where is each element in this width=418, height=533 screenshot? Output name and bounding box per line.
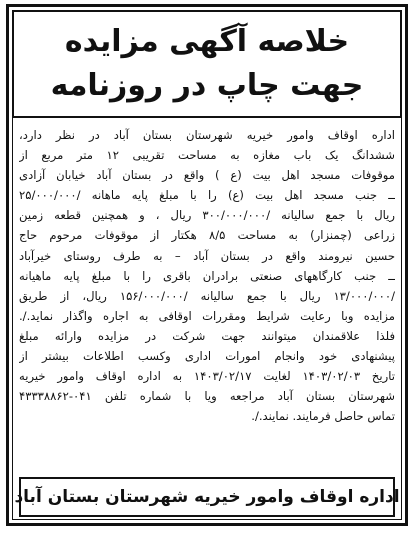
body-line: ــ جنب کارگاههای صنعتی برادران باقری را با مبلغ پایه ماهیانه	[19, 268, 395, 283]
body-line: تماس حاصل فرمایند. نمایند./.	[251, 409, 395, 424]
body-line: ششدانگ یک باب مغازه به مساحت تقریبی ۱۲ متر مربع از	[19, 148, 395, 163]
body-line: فلذا علاقمندان میتوانند جهت شرکت در مزایده وارائه مبلغ	[19, 328, 395, 343]
body-line: پیشنهادی خود وانجام امورات اداری وکسب اطلاعات بیشتر از	[19, 349, 395, 364]
title-line-2: جهت چاپ در روزنامه	[50, 68, 364, 103]
notice-body	[19, 125, 395, 426]
footer-organization: اداره اوقاف وامور خیریه شهرستان بستان آباد	[14, 487, 400, 507]
body-line: /۱۳/۰۰۰/۰۰۰ ریال با جمع سالیانه /۱۵۶/۰۰۰/۰۰۰ ریال، از طریق	[19, 288, 395, 303]
body-line: مزایده وبا رعایت شرایط ومقررات اوقافی به اجاره واگذار نماید./.	[19, 308, 395, 323]
body-line: شهرستان بستان آباد مراجعه ویا با شماره تلفن ۰۴۱-۴۳۳۳۸۸۶۲	[19, 389, 395, 404]
body-line: تاریخ ۱۴۰۳/۰۲/۰۳ لغایت ۱۴۰۳/۰۲/۱۷ به اداره اوقاف وامور خیریه	[19, 369, 395, 384]
footer-box	[14, 477, 400, 517]
body-line: ــ جنب مسجد اهل بیت (ع) را با مبلغ پایه ماهانه /۲۵/۰۰۰/۰۰۰	[19, 188, 395, 203]
title-line-1: خلاصه آگهی مزایده	[64, 24, 350, 59]
body-line: زراعی (چمنزار) به مساحت ۸/۵ هکتار از موقوفات مرحوم حاج	[19, 228, 395, 243]
title-box	[12, 10, 402, 118]
notice-frame	[6, 4, 408, 526]
body-line: حسین نیرومند واقع در بستان آباد – به طرف روستای خیرآباد	[19, 248, 395, 263]
body-line: اداره اوقاف وامور خیریه شهرستان بستان آباد در نظر دارد،	[19, 128, 395, 142]
body-line: ریال با جمع سالیانه /۳۰۰/۰۰۰/۰۰۰ ریال ، و همچنین قطعه زمین	[19, 208, 395, 223]
body-line: موقوفات مسجد اهل بیت (ع ) واقع در بستان آباد خیابان آزادی	[19, 168, 395, 183]
